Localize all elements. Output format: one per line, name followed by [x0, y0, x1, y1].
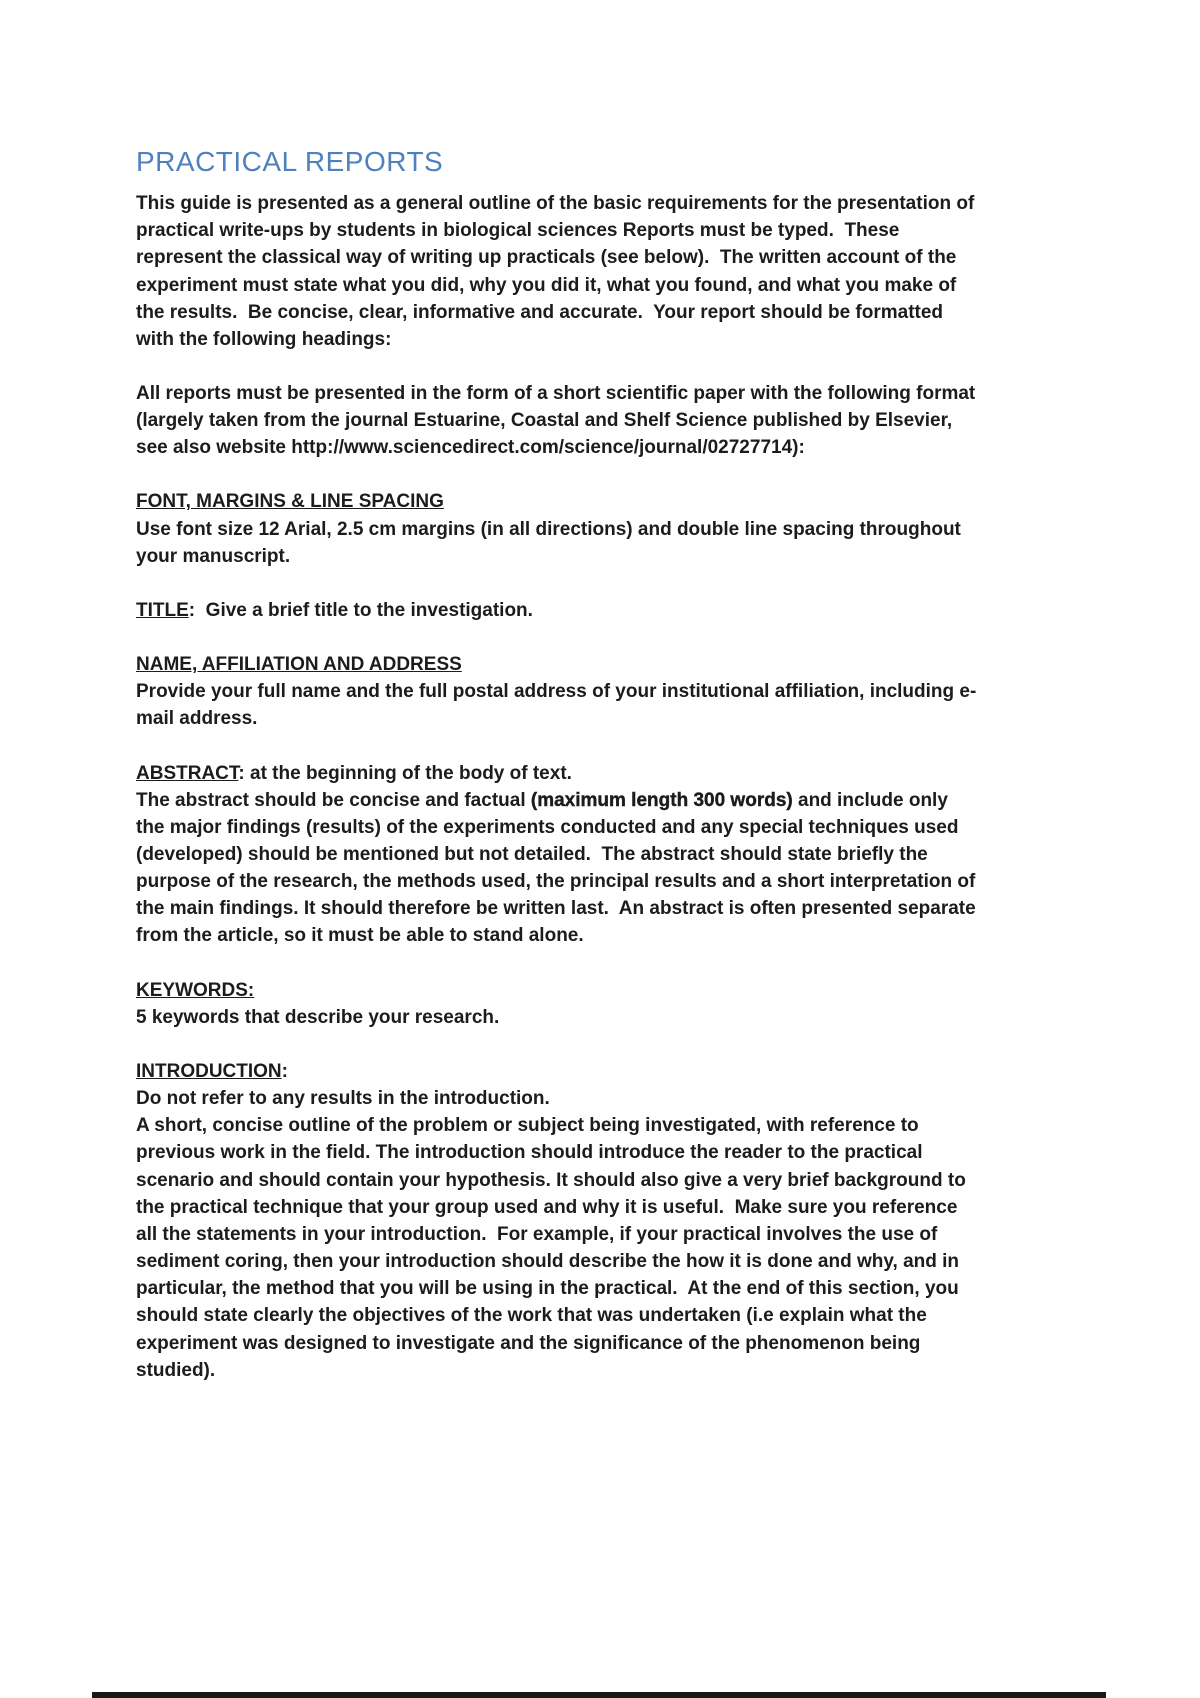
abstract-heading-line — [136, 760, 978, 787]
abstract-body-part2: and include only the major findings (results) of the experiments conducted and any special techniques used (developed) should be mentioned but not detailed. The abstract should state briefly the purpose of the research, the methods used, the principal results and a short interpretation of the main findings. It should therefore be written last. An abstract is often presented separate from the article, so it must be able to stand alone. — [136, 789, 981, 947]
section-heading-introduction-after: : — [281, 1060, 288, 1082]
section-abstract — [136, 760, 981, 950]
document-title: PRACTICAL REPORTS — [136, 146, 444, 177]
section-heading-font-margins: FONT, MARGINS & LINE SPACING — [136, 491, 444, 513]
document-page — [136, 142, 981, 1384]
intro-paragraph-2: All reports must be presented in the form of a short scientific paper with the following format (largely taken from the journal Estuarine, Coastal and Shelf Science published by Elsevier, see also website http://www.sciencedirect.com/science/journal/02727714): — [136, 382, 981, 459]
section-font-margins — [136, 488, 978, 569]
section-heading-title: TITLE — [136, 599, 189, 621]
section-heading-abstract: ABSTRACT — [136, 762, 239, 784]
page-bottom-edge — [92, 1692, 1106, 1698]
section-heading-introduction: INTRODUCTION — [136, 1060, 282, 1082]
section-line-title — [136, 597, 978, 624]
section-body-keywords: 5 keywords that describe your research. — [136, 1006, 500, 1028]
section-body-font-margins: Use font size 12 Arial, 2.5 cm margins (in all directions) and double line spacing throughout your manuscript. — [136, 518, 967, 567]
section-heading-name-affiliation: NAME, AFFILIATION AND ADDRESS — [136, 654, 462, 676]
section-heading-abstract-after: : at the beginning of the body of text. — [238, 762, 572, 784]
section-heading-title-after: : Give a brief title to the investigation. — [188, 599, 533, 621]
section-keywords — [136, 977, 978, 1031]
section-body-name-affiliation: Provide your full name and the full postal address of your institutional affiliation, including e-mail address. — [136, 681, 977, 730]
introduction-body-line1: Do not refer to any results in the introduction. — [136, 1088, 550, 1110]
abstract-body-bold: (maximum length 300 words) — [530, 789, 793, 811]
abstract-body-part1: The abstract should be concise and factual — [136, 789, 531, 811]
intro-paragraph-1: This guide is presented as a general outline of the basic requirements for the presentation of practical write-ups by students in biological sciences Reports must be typed. These represent the classical way of writing up practicals (see below). The written account of the experiment must state what you did, why you did it, what you found, and what you make of the results. Be concise, clear, informative and accurate. Your report should be formatted with the following headings: — [136, 193, 980, 350]
section-heading-keywords: KEYWORDS: — [136, 979, 255, 1001]
section-name-affiliation — [136, 651, 978, 732]
introduction-heading-line — [136, 1058, 978, 1085]
section-title — [136, 597, 978, 624]
introduction-body: A short, concise outline of the problem or subject being investigated, with reference to previous work in the field. The introduction should introduce the reader to the practical scenario and should contain your hypothesis. It should also give a very brief background to the practical technique that your group used and why it is useful. Make sure you reference all the statements in your introduction. For example, if your practical involves the use of sediment coring, then your introduction should describe the how it is done and why, and in particular, the method that you will be using in the practical. At the end of this section, you should state clearly the objectives of the work that was undertaken (i.e explain what the experiment was designed to investigate and the significance of the phenomenon being studied). — [136, 1115, 972, 1381]
abstract-body — [136, 787, 981, 950]
section-introduction — [136, 1058, 978, 1384]
